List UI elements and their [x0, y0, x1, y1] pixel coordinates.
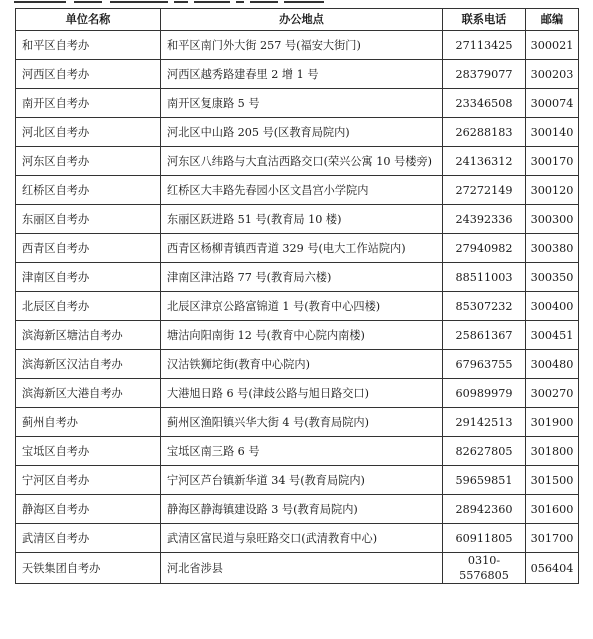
table-row: [16, 408, 579, 437]
cell-zip: 301500: [526, 466, 579, 495]
cell-phone: 28942360: [443, 495, 526, 524]
cell-phone: 59659851: [443, 466, 526, 495]
cell-unit-name: 和平区自考办: [16, 31, 161, 60]
table-row: [16, 321, 579, 350]
cell-unit-name: 东丽区自考办: [16, 205, 161, 234]
cell-zip: 300140: [526, 118, 579, 147]
cell-phone: 60989979: [443, 379, 526, 408]
cell-phone: 85307232: [443, 292, 526, 321]
cell-zip: 301600: [526, 495, 579, 524]
cell-phone: 60911805: [443, 524, 526, 553]
cell-zip: 300380: [526, 234, 579, 263]
cell-address: 西青区杨柳青镇西青道 329 号(电大工作站院内): [161, 234, 443, 263]
cell-phone: 29142513: [443, 408, 526, 437]
cell-zip: 300270: [526, 379, 579, 408]
table-row: [16, 292, 579, 321]
cell-zip: 300480: [526, 350, 579, 379]
cell-zip: 301800: [526, 437, 579, 466]
header-address: 办公地点: [161, 9, 443, 31]
cell-unit-name: 滨海新区大港自考办: [16, 379, 161, 408]
table-row: [16, 350, 579, 379]
cell-zip: 300400: [526, 292, 579, 321]
cell-unit-name: 河东区自考办: [16, 147, 161, 176]
cell-address: 静海区静海镇建设路 3 号(教育局院内): [161, 495, 443, 524]
cell-address: 蓟州区渔阳镇兴华大街 4 号(教育局院内): [161, 408, 443, 437]
cell-unit-name: 武清区自考办: [16, 524, 161, 553]
table-row: [16, 31, 579, 60]
cell-zip: 056404: [526, 553, 579, 584]
top-rule-fragment: [14, 0, 579, 5]
cell-phone: 28379077: [443, 60, 526, 89]
cell-phone: 27113425: [443, 31, 526, 60]
cell-phone: 27272149: [443, 176, 526, 205]
table-row: [16, 176, 579, 205]
office-directory-table: [15, 8, 579, 584]
cell-unit-name: 南开区自考办: [16, 89, 161, 118]
cell-unit-name: 西青区自考办: [16, 234, 161, 263]
cell-zip: 301700: [526, 524, 579, 553]
cell-phone: 26288183: [443, 118, 526, 147]
cell-zip: 300120: [526, 176, 579, 205]
cell-address: 和平区南门外大街 257 号(福安大街门): [161, 31, 443, 60]
cell-address: 红桥区大丰路先春园小区文昌宫小学院内: [161, 176, 443, 205]
header-zip: 邮编: [526, 9, 579, 31]
cell-zip: 300021: [526, 31, 579, 60]
cell-address: 武清区富民道与泉旺路交口(武清教育中心): [161, 524, 443, 553]
cell-phone: 67963755: [443, 350, 526, 379]
cell-address: 南开区复康路 5 号: [161, 89, 443, 118]
cell-unit-name: 滨海新区塘沽自考办: [16, 321, 161, 350]
header-unit-name: 单位名称: [16, 9, 161, 31]
cell-zip: 300451: [526, 321, 579, 350]
table-header-row: [16, 9, 579, 31]
cell-address: 河北省涉县: [161, 553, 443, 584]
cell-zip: 300170: [526, 147, 579, 176]
cell-phone: 27940982: [443, 234, 526, 263]
cell-zip: 300300: [526, 205, 579, 234]
cell-address: 河东区八纬路与大直沽西路交口(荣兴公寓 10 号楼旁): [161, 147, 443, 176]
cell-zip: 301900: [526, 408, 579, 437]
cell-address: 津南区津沽路 77 号(教育局六楼): [161, 263, 443, 292]
cell-zip: 300203: [526, 60, 579, 89]
table-row: [16, 263, 579, 292]
table-row: [16, 234, 579, 263]
cell-unit-name: 河西区自考办: [16, 60, 161, 89]
cell-zip: 300350: [526, 263, 579, 292]
table-row: [16, 524, 579, 553]
cell-unit-name: 红桥区自考办: [16, 176, 161, 205]
cell-phone: 24136312: [443, 147, 526, 176]
cell-phone: 82627805: [443, 437, 526, 466]
table-row: [16, 379, 579, 408]
cell-unit-name: 宝坻区自考办: [16, 437, 161, 466]
table-row: [16, 437, 579, 466]
cell-unit-name: 津南区自考办: [16, 263, 161, 292]
table-row: [16, 495, 579, 524]
cell-phone: 23346508: [443, 89, 526, 118]
table-row: [16, 89, 579, 118]
cell-unit-name: 静海区自考办: [16, 495, 161, 524]
cell-unit-name: 宁河区自考办: [16, 466, 161, 495]
cell-phone: 0310-5576805: [443, 553, 526, 584]
cell-address: 宝坻区南三路 6 号: [161, 437, 443, 466]
cell-phone: 25861367: [443, 321, 526, 350]
cell-unit-name: 河北区自考办: [16, 118, 161, 147]
cell-unit-name: 滨海新区汉沽自考办: [16, 350, 161, 379]
table-row: [16, 466, 579, 495]
cell-zip: 300074: [526, 89, 579, 118]
cell-address: 宁河区芦台镇新华道 34 号(教育局院内): [161, 466, 443, 495]
cell-unit-name: 天铁集团自考办: [16, 553, 161, 584]
table-row: [16, 118, 579, 147]
cell-address: 河西区越秀路建春里 2 增 1 号: [161, 60, 443, 89]
cell-address: 北辰区津京公路富锦道 1 号(教育中心四楼): [161, 292, 443, 321]
cell-address: 汉沽铁狮坨街(教育中心院内): [161, 350, 443, 379]
cell-address: 塘沽向阳南街 12 号(教育中心院内南楼): [161, 321, 443, 350]
cell-unit-name: 北辰区自考办: [16, 292, 161, 321]
table-row: [16, 205, 579, 234]
cell-unit-name: 蓟州自考办: [16, 408, 161, 437]
table-row: [16, 60, 579, 89]
cell-address: 河北区中山路 205 号(区教育局院内): [161, 118, 443, 147]
header-phone: 联系电话: [443, 9, 526, 31]
cell-address: 东丽区跃进路 51 号(教育局 10 楼): [161, 205, 443, 234]
table-row: [16, 147, 579, 176]
cell-phone: 88511003: [443, 263, 526, 292]
cell-phone: 24392336: [443, 205, 526, 234]
cell-address: 大港旭日路 6 号(津歧公路与旭日路交口): [161, 379, 443, 408]
table-row: [16, 553, 579, 584]
